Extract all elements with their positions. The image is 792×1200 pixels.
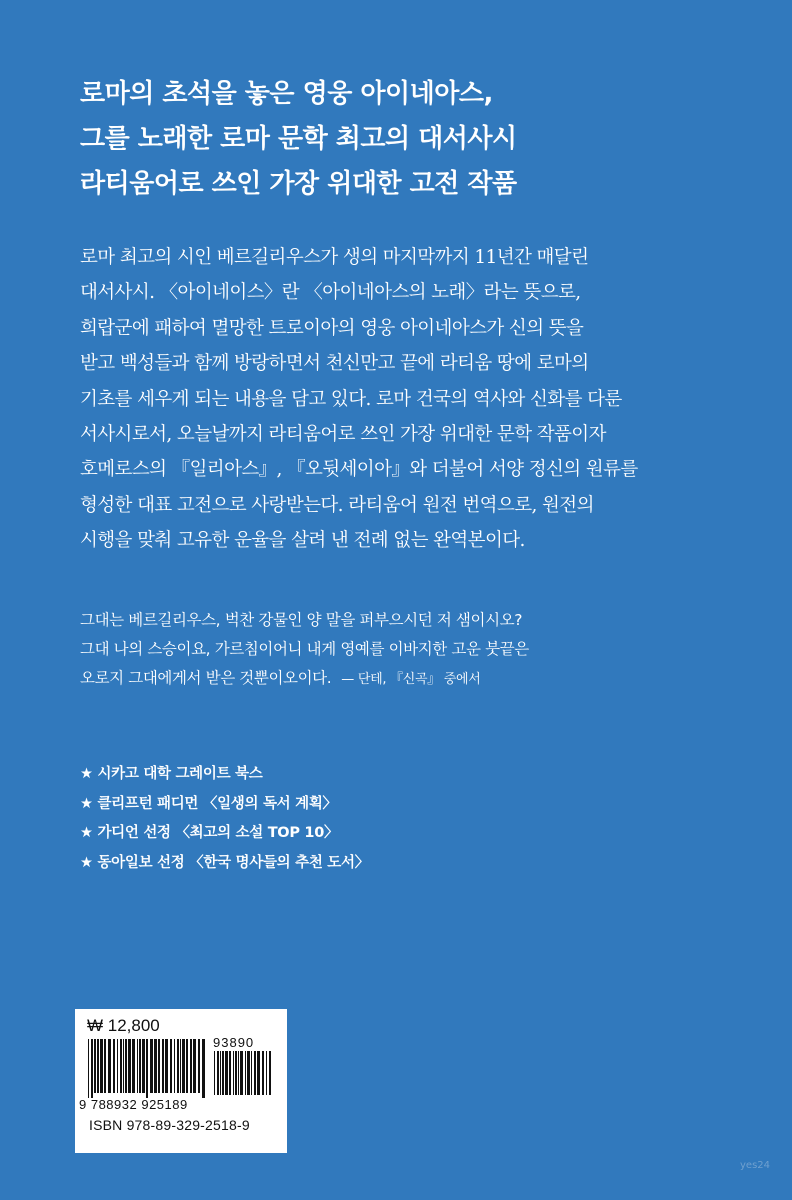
barcode-bar [123, 1039, 124, 1093]
barcode-addon-bars [213, 1051, 273, 1097]
synopsis-line: 대서사시. 〈아이네이스〉란 〈아이네아스의 노래〉라는 뜻으로, [80, 282, 581, 304]
barcode-bar [91, 1039, 93, 1098]
barcode-bar [100, 1039, 103, 1093]
price-label: ₩ 12,800 [87, 1016, 160, 1035]
barcode-bar [180, 1039, 181, 1093]
headline-line: 로마의 초석을 놓은 영웅 아이네아스, [80, 79, 493, 109]
barcode-bar [233, 1051, 234, 1095]
barcode-bar [170, 1039, 172, 1093]
headline-line: 그를 노래한 로마 문학 최고의 대서사시 [80, 124, 517, 154]
barcode-bar [186, 1039, 188, 1093]
barcode-bar [182, 1039, 185, 1093]
barcode-bar [174, 1039, 175, 1093]
barcode-bar [247, 1051, 250, 1095]
synopsis [80, 240, 680, 559]
synopsis-line: 호메로스의 『일리아스』, 『오뒷세이아』와 더불어 서양 정신의 원류를 [80, 459, 638, 481]
barcode-bar [120, 1039, 122, 1093]
isbn-label: ISBN 978-89-329-2518-9 [89, 1117, 250, 1133]
accolade-item: ★ 시카고 대학 그레이트 북스 [80, 766, 263, 782]
quote-line-text: 오로지 그대에게서 받은 것뿐이오이다. [80, 669, 332, 687]
barcode-bar [125, 1039, 127, 1093]
barcode-bar [97, 1039, 99, 1093]
synopsis-line: 로마 최고의 시인 베르길리우스가 생의 마지막까지 11년간 매달린 [80, 247, 589, 268]
barcode-bar [202, 1039, 205, 1098]
watermark: yes24 [740, 1160, 771, 1171]
barcode-bar [217, 1051, 219, 1095]
barcode-bar [190, 1039, 192, 1093]
barcode-bar [137, 1039, 138, 1093]
quote-line: 그대 나의 스승이요, 가르침이어니 내게 영예를 이바지한 고운 붓끝은 [80, 640, 529, 658]
barcode-bar [150, 1039, 153, 1093]
barcode-bar [132, 1039, 135, 1093]
synopsis-line: 시행을 맞춰 고유한 운율을 살려 낸 전례 없는 완역본이다. [80, 530, 525, 552]
addon-number: 93890 [213, 1035, 255, 1050]
accolade-item: ★ 클리프턴 패디먼 〈일생의 독서 계획〉 [80, 795, 337, 812]
quote-line-last [80, 664, 720, 694]
barcode-bar [198, 1039, 200, 1093]
barcode-bar [165, 1039, 168, 1093]
barcode-bar [254, 1051, 256, 1095]
headline [80, 72, 720, 207]
barcode-bar [142, 1039, 145, 1093]
accolade-item: ★ 가디언 선정 〈최고의 소설 TOP 10〉 [80, 825, 339, 841]
barcode-bar [162, 1039, 164, 1093]
barcode-bars [87, 1039, 207, 1099]
barcode-bar [139, 1039, 141, 1093]
barcode-bar [235, 1051, 237, 1095]
barcode-bar [88, 1039, 89, 1098]
accolades-list [80, 760, 720, 878]
synopsis-line: 기초를 세우게 되는 내용을 담고 있다. 로마 건국의 역사와 신화를 다룬 [80, 388, 622, 410]
barcode-bar [158, 1039, 160, 1093]
barcode-bar [245, 1051, 246, 1095]
synopsis-line: 서사시로서, 오늘날까지 라티움어로 쓰인 가장 위대한 문학 작품이자 [80, 424, 606, 446]
quote-line: 그대는 베르길리우스, 벅찬 강물인 양 말을 퍼부으시던 저 샘이시오? [80, 611, 523, 629]
barcode-bar [113, 1039, 115, 1093]
barcode-bar [269, 1051, 271, 1095]
barcode-bar [214, 1051, 215, 1095]
barcode-bar [257, 1051, 260, 1095]
ean-number: 9 788932 925189 [79, 1097, 188, 1112]
barcode-bar [177, 1039, 179, 1093]
barcode-bar [94, 1039, 96, 1093]
barcode-bar [225, 1051, 228, 1095]
barcode-bar [238, 1051, 239, 1095]
barcode-box [75, 1009, 287, 1153]
barcode-bar [117, 1039, 118, 1093]
barcode-bar [229, 1051, 231, 1095]
barcode-bar [222, 1051, 224, 1095]
barcode-bar [104, 1039, 106, 1093]
barcode-bar [220, 1051, 221, 1095]
barcode-bar [240, 1051, 243, 1095]
barcode-bar [193, 1039, 196, 1093]
headline-line: 라티움어로 쓰인 가장 위대한 고전 작품 [80, 169, 517, 199]
barcode-bar [262, 1051, 264, 1095]
synopsis-line: 형성한 대표 고전으로 사랑받는다. 라티움어 원전 번역으로, 원전의 [80, 494, 594, 516]
barcode-bar [251, 1051, 252, 1095]
barcode-bar [108, 1039, 111, 1093]
synopsis-line: 받고 백성들과 함께 방랑하면서 천신만고 끝에 라티움 땅에 로마의 [80, 353, 589, 375]
barcode-bar [146, 1039, 148, 1098]
synopsis-line: 희랍군에 패하여 멸망한 트로이아의 영웅 아이네아스가 신의 뜻을 [80, 317, 584, 339]
quote-attribution: — 단테, 『신곡』 중에서 [341, 672, 481, 687]
accolade-item: ★ 동아일보 선정 〈한국 명사들의 추천 도서〉 [80, 854, 369, 871]
barcode-bar [154, 1039, 157, 1093]
barcode-bar [128, 1039, 131, 1093]
dante-quote [80, 606, 720, 694]
barcode-bar [266, 1051, 267, 1095]
